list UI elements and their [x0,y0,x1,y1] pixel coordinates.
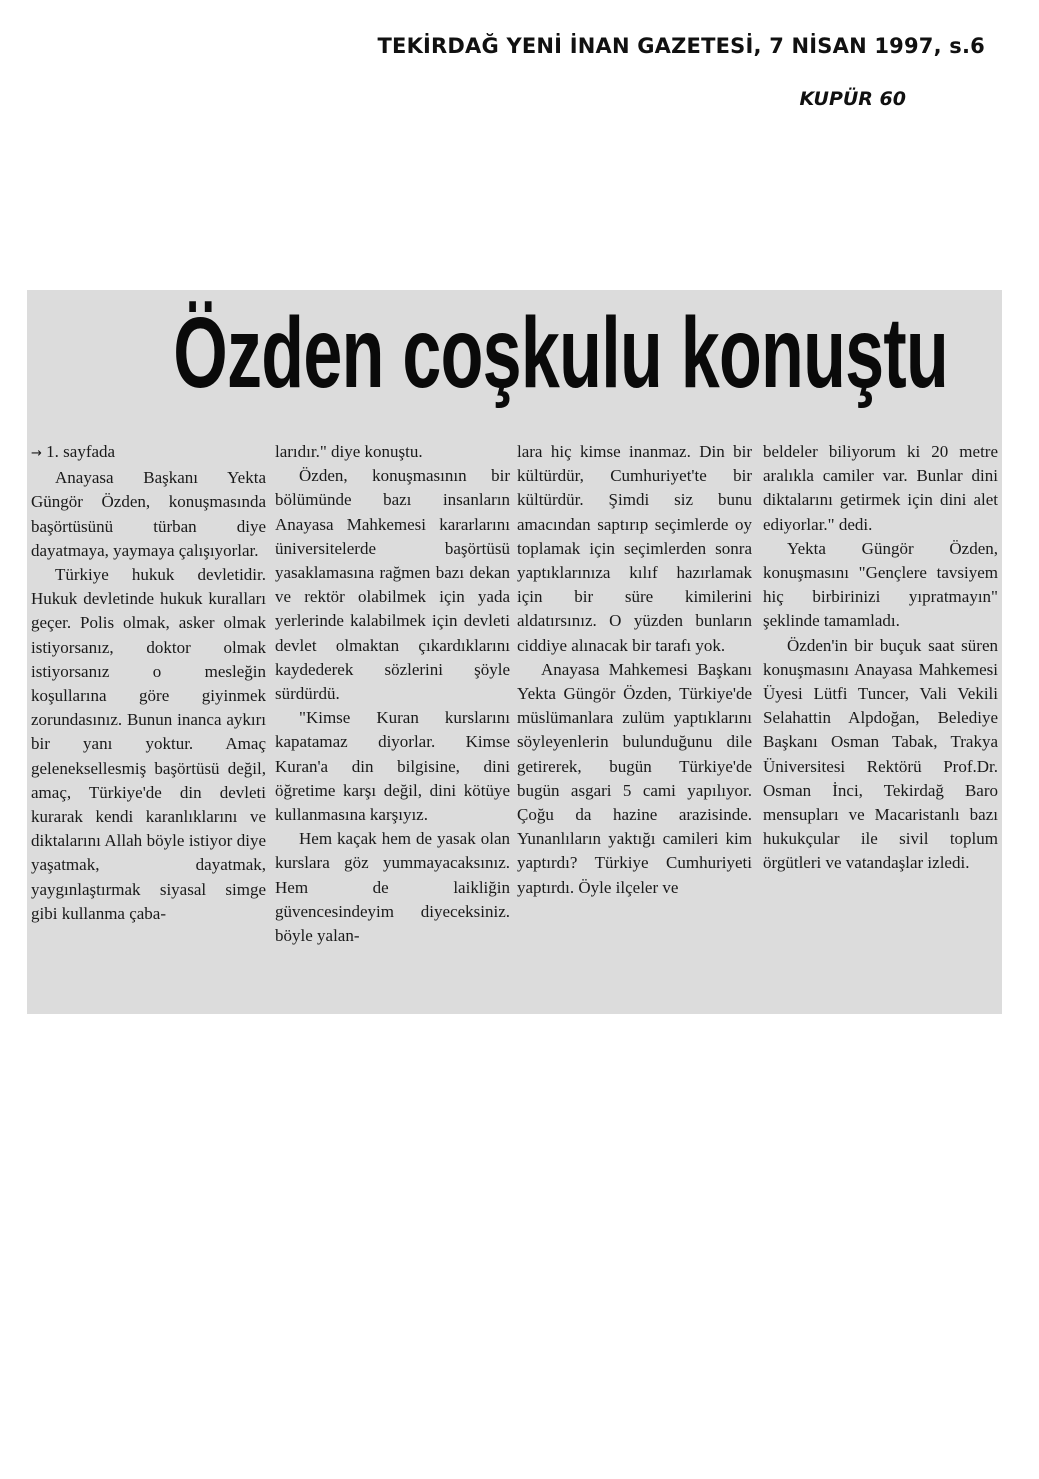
paragraph: Anayasa Başkanı Yekta Güngör Özden, konuşmasında başörtüsünü türban diye dayatmaya, yaymaya çalışıyorlar. [31,468,266,560]
paragraph: Hem kaçak hem de yasak olan kurslara göz yummayacaksınız. Hem de laikliğin güvencesindeyim diyeceksiniz. böyle yalan- [275,829,510,946]
article-headline: Özden coşkulu konuştu [173,297,949,409]
paragraph: Özden, konuşmasının bir bölümünde bazı insanların Anayasa Mahkemesi kararlarını üniversitelerde başörtüsü yasaklamasına rağmen bazı dekan ve rektör olabilmek için yada yerlerinde kalabilmek için devleti devlet olmaktan çıkardıklarını kaydederek sözlerini şöyle sürdürdü. [275,466,510,704]
paragraph: Anayasa Mahkemesi Başkanı Yekta Güngör Özden, Türkiye'de müslümanlara zulüm yaptıklarını söyleyenlerin bulunduğunu dile getirerek, bugün Türkiye'de bugün asgari 5 cami yapılıyor. Çoğu da hazine arazisinde. Yunanlıların yaktığı camileri kim yaptırdı? Türkiye Cumhuriyeti yaptırdı. Öyle ilçeler ve [517,659,752,897]
paragraph: larıdır." diye konuştu. [275,442,423,461]
article-column-2 [275,440,510,948]
newspaper-source-line: TEKİRDAĞ YENİ İNAN GAZETESİ, 7 NİSAN 1997, s.6 [377,34,985,58]
continued-from-label: 1. sayfada [46,442,116,461]
clipping-number: KUPÜR 60 [799,88,906,110]
newspaper-clipping [27,290,1002,1014]
paragraph: Yekta Güngör Özden, konuşmasını "Gençlere tavsiyem hiç birbirinizi yıpratmayın" şeklinde tamamladı. [763,538,998,631]
paragraph: Özden'in bir buçuk saat süren konuşmasını Anayasa Mahkemesi Üyesi Lütfi Tuncer, Vali Vekili Selahattin Alpdoğan, Belediye Başkanı Osman Tabak, Trakya Üniversitesi Rektörü Prof.Dr. Osman İnci, Tekirdağ Baro mensupları ve Macaristanlı bazı hukukçular ile sivil toplum örgütleri ve vatandaşlar izledi. [763,635,998,873]
article-column-1 [31,440,266,926]
paragraph: "Kimse Kuran kurslarını kapatamaz diyorlar. Kimse Kuran'a din bilgisine, dini öğretime karşı değil, dini kötüye kullanmasına karşıyız. [275,708,510,825]
article-column-4 [763,440,998,876]
arrow-right-icon: → [31,446,42,461]
paragraph: lara hiç kimse inanmaz. Din bir kültürdür, Cumhuriyet'te bir kültürdür. Şimdi siz bunu amacından saptırıp seçimlerde oy toplamak için seçimlerden sonra yaptıklarınıza kılıf hazırlamak için bir süre kimilerini aldatırsınız. O yüzden bunların ciddiye alınacak bir tarafı yok. [517,442,752,655]
article-column-3 [517,440,752,900]
paragraph: beldeler biliyorum ki 20 metre aralıkla camiler var. Bunlar dini diktalarını getirmek için dini alet ediyorlar." dedi. [763,442,998,534]
continuation-note [31,440,266,466]
paragraph: Türkiye hukuk devletidir. Hukuk devletinde hukuk kuralları geçer. Polis olmak, asker olmak istiyorsanız, doktor olmak istiyorsanız o mesleğin koşullarına göre giyinmek zorundasınız. Bunun inanca aykırı bir yanı yoktur. Amaç geleneksellesmiş başörtüsü değil, amaç, Türkiye'de din devleti kurarak kendi karanlıklarını ve diktalarını Allah böyle istiyor diye yaşatmak, dayatmak, yaygınlaştırmak siyasal simge gibi kullanma çaba- [31,565,266,923]
